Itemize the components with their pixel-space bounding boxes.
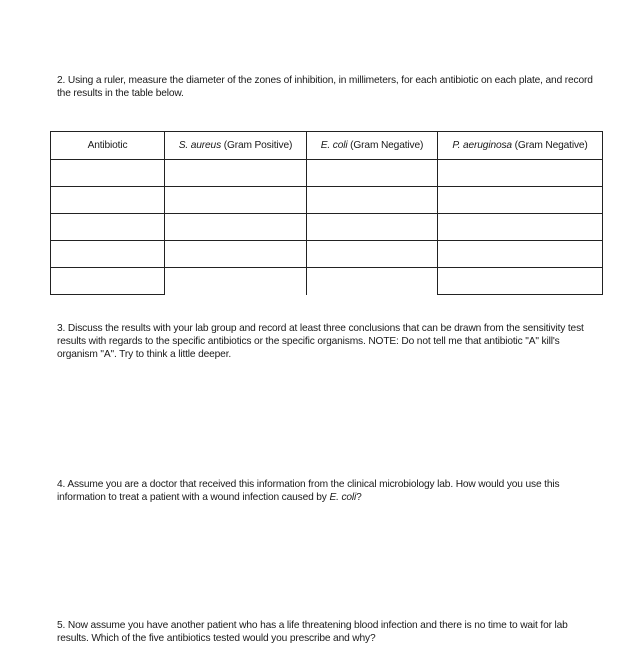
cell-p-aeruginosa[interactable] xyxy=(438,241,603,268)
header-e-coli xyxy=(307,132,438,160)
header-p-aeruginosa xyxy=(438,132,603,160)
cell-e-coli[interactable] xyxy=(307,187,438,214)
question-4-organism: E. coli xyxy=(329,492,357,503)
cell-p-aeruginosa[interactable] xyxy=(438,268,603,295)
cell-e-coli[interactable] xyxy=(307,160,438,187)
cell-p-aeruginosa[interactable] xyxy=(438,187,603,214)
cell-antibiotic[interactable] xyxy=(51,214,165,241)
question-4 xyxy=(57,478,597,504)
question-5: 5. Now assume you have another patient who has a life threatening blood infection and there is no time to wait for lab results. Which of the five antibiotics tested would you prescribe and why? xyxy=(57,620,568,644)
question-4-end: ? xyxy=(356,492,362,503)
p-aeruginosa-gram: (Gram Negative) xyxy=(511,140,588,151)
e-coli-gram: (Gram Negative) xyxy=(347,140,424,151)
cell-e-coli[interactable] xyxy=(307,214,438,241)
cell-s-aureus[interactable] xyxy=(165,214,307,241)
s-aureus-gram: (Gram Positive) xyxy=(221,140,293,151)
table-row xyxy=(51,241,603,268)
cell-s-aureus[interactable] xyxy=(165,268,307,295)
table-row xyxy=(51,160,603,187)
cell-s-aureus[interactable] xyxy=(165,187,307,214)
cell-antibiotic[interactable] xyxy=(51,268,165,295)
cell-antibiotic[interactable] xyxy=(51,241,165,268)
p-aeruginosa-name: P. aeruginosa xyxy=(452,140,512,151)
e-coli-name: E. coli xyxy=(320,140,348,151)
table-row xyxy=(51,187,603,214)
header-s-aureus xyxy=(165,132,307,160)
s-aureus-name: S. aureus xyxy=(178,140,222,151)
question-3: 3. Discuss the results with your lab group and record at least three conclusions that can be drawn from the sensitivity test results with regards to the specific antibiotics or the specific organisms. NOTE: Do not tell me that antibiotic "A" kill's organism "A". Try to think a little deeper. xyxy=(57,323,584,360)
cell-antibiotic[interactable] xyxy=(51,160,165,187)
header-antibiotic: Antibiotic xyxy=(51,132,165,160)
cell-s-aureus[interactable] xyxy=(165,160,307,187)
table-header-row xyxy=(51,132,603,160)
table-row xyxy=(51,268,603,295)
cell-p-aeruginosa[interactable] xyxy=(438,160,603,187)
question-4-text: 4. Assume you are a doctor that received this information from the clinical microbiology lab. How would you use this information to treat a patient with a wound infection caused by xyxy=(57,479,560,503)
cell-e-coli[interactable] xyxy=(307,268,438,295)
question-2: 2. Using a ruler, measure the diameter of the zones of inhibition, in millimeters, for each antibiotic on each plate, and record the results in the table below. xyxy=(57,75,593,99)
cell-antibiotic[interactable] xyxy=(51,187,165,214)
cell-p-aeruginosa[interactable] xyxy=(438,214,603,241)
cell-s-aureus[interactable] xyxy=(165,241,307,268)
cell-e-coli[interactable] xyxy=(307,241,438,268)
table-row xyxy=(51,214,603,241)
results-table xyxy=(50,131,603,295)
